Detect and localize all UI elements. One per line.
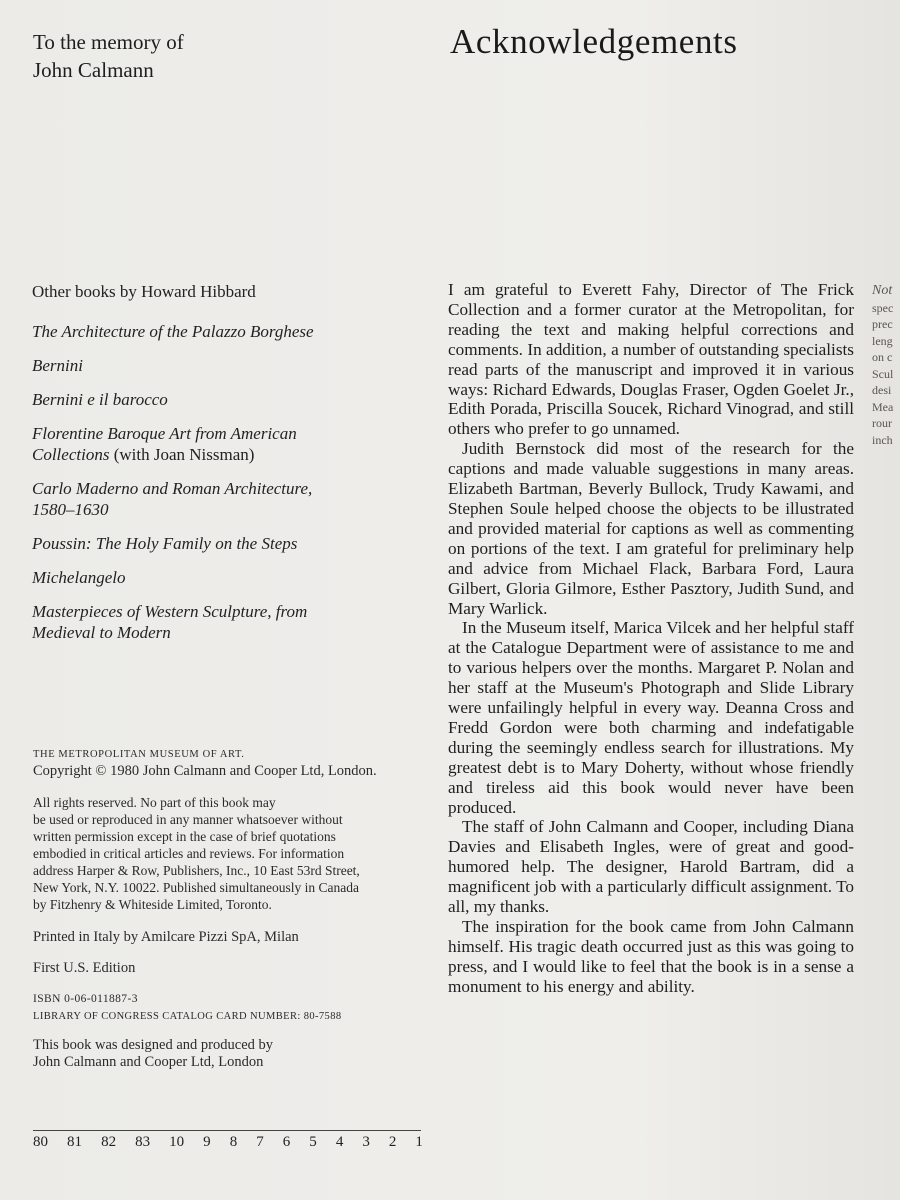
acknowledgement-paragraph: Judith Bernstock did most of the research for the captions and made valuable suggestions in many areas. Elizabeth Bartman, Beverly Bullock, Trudy Kawami, and Stephen Soule helped choose the objects to be illustrated and provided material for captions as well as commenting on portions of the text. I am grateful for preliminary help and advice from Michael Flack, Barbara Ford, Laura Gilbert, Gloria Gilmore, Esther Pasztory, Judith Sund, and Mary Warlick.	[448, 439, 854, 618]
book-title: The Architecture of the Palazzo Borghese	[32, 322, 314, 341]
book-title: Michelangelo	[32, 568, 126, 587]
book-title: Bernini	[32, 356, 83, 375]
lccn: LIBRARY OF CONGRESS CATALOG CARD NUMBER: 80-7588	[33, 1011, 342, 1022]
printline-number: 10	[169, 1134, 185, 1150]
printline-number: 8	[229, 1134, 238, 1150]
book-title: Florentine Baroque Art from American Collections (with Joan Nissman)	[32, 424, 297, 464]
printline-number: 82	[101, 1134, 117, 1150]
edition-note: First U.S. Edition	[33, 960, 136, 976]
printline-number: 81	[67, 1134, 83, 1150]
dedication-line: To the memory of	[33, 30, 184, 54]
copyright-imprint	[33, 746, 423, 1071]
printline-number: 1	[415, 1134, 423, 1150]
acknowledgement-paragraph: The inspiration for the book came from John Calmann himself. His tragic death occurred just as this was going to press, and I would like to feel that the book is in a sense a monument to his energy and ability.	[448, 917, 854, 996]
book-title: Carlo Maderno and Roman Architecture, 1580–1630	[32, 479, 313, 519]
printline-number: 4	[335, 1134, 344, 1150]
dedication-line: John Calmann	[33, 58, 154, 82]
printline-number: 83	[135, 1134, 151, 1150]
isbn: ISBN 0-06-011887-3	[33, 993, 138, 1005]
printline-number: 5	[309, 1134, 317, 1150]
printline-number: 6	[282, 1134, 291, 1150]
book-title: Poussin: The Holy Family on the Steps	[32, 534, 298, 553]
rights-statement: All rights reserved. No part of this book may be used or reproduced in any manner whatsoever without written permission except in the case of brief quotations embodied in critical articles and reviews. For information address Harper & Row, Publishers, Inc., 10 East 53rd Street, New York, N.Y. 10022. Published simultaneously in Canada by Fitzhenry & Whiteside Limited, Toronto.	[33, 795, 360, 912]
copyright-notice: Copyright © 1980 John Calmann and Cooper Ltd, London.	[33, 763, 377, 779]
printline-number: 80	[33, 1134, 48, 1150]
acknowledgement-paragraph: In the Museum itself, Marica Vilcek and her helpful staff at the Catalogue Department were of assistance to me and to various helpers over the months. Margaret P. Nolan and her staff at the Museum's Photograph and Slide Library were unfailingly helpful in every way. Deanna Cross and Fredd Gordon were both charming and indefatigable during the seemingly endless search for illustrations. My greatest debt is to Mary Doherty, without whose friendly and tireless aid this book would never have been produced.	[448, 618, 854, 817]
printline-number: 7	[256, 1134, 264, 1150]
other-books-list	[32, 281, 422, 656]
book-title: Masterpieces of Western Sculpture, from Medieval to Modern	[32, 602, 308, 642]
printer-key-line	[33, 1134, 423, 1151]
acknowledgements-heading: Acknowledgements	[450, 22, 738, 61]
acknowledgement-paragraph: I am grateful to Everett Fahy, Director of The Frick Collection and a former curator at the Metropolitan, for reading the text and making helpful corrections and comments. In addition, a number of outstanding specialists read parts of the manuscript and improved it in various ways: Richard Edwards, Douglas Fraser, Ogden Goelet Jr., Edith Porada, Priscilla Soucek, Richard Vinograd, and still others who prefer to go unnamed.	[448, 280, 854, 439]
museum-credit: THE METROPOLITAN MUSEUM OF ART.	[33, 749, 245, 760]
design-credit: This book was designed and produced by John Calmann and Cooper Ltd, London	[33, 1037, 274, 1070]
printline-number: 9	[203, 1134, 211, 1150]
printline-number: 2	[388, 1134, 397, 1150]
printer-credit: Printed in Italy by Amilcare Pizzi SpA, Milan	[33, 929, 299, 945]
book-title: Bernini e il barocco	[32, 390, 168, 409]
acknowledgement-paragraph: The staff of John Calmann and Cooper, including Diana Davies and Elisabeth Ingles, were of great and good-humored help. The designer, Harold Bartram, did a magnificent job with a particularly difficult assignment. To all, my thanks.	[448, 817, 854, 917]
other-books-heading: Other books by Howard Hibbard	[32, 282, 256, 301]
printline-number: 3	[362, 1134, 370, 1150]
acknowledgements-text	[448, 280, 854, 997]
dedication	[33, 28, 184, 84]
next-page-fragment: Not spec prec leng on c Scul desi Mea rour inch	[872, 283, 894, 447]
printline-rule	[33, 1130, 421, 1131]
